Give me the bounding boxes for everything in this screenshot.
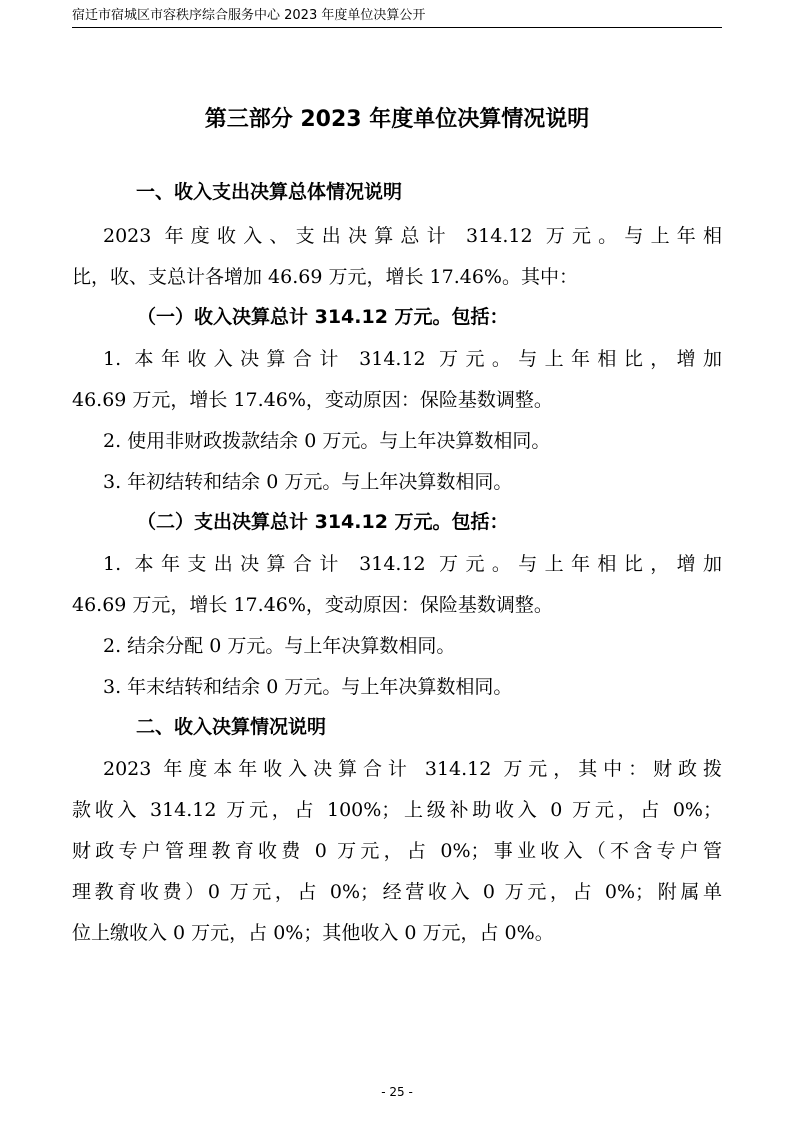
paragraph-line: 2. 结余分配 0 万元。与上年决算数相同。 [103,635,456,657]
paragraph-line: 2. 使用非财政拨款结余 0 万元。与上年决算数相同。 [103,430,551,452]
subheading-expense-total: （二）支出决算总计 314.12 万元。包括： [137,511,509,533]
paragraph-line: 3. 年初结转和结余 0 万元。与上年决算数相同。 [103,471,513,493]
paragraph-line: 46.69 万元，增长 17.46%，变动原因：保险基数调整。 [72,389,553,411]
paragraph-line: 46.69 万元，增长 17.46%，变动原因：保险基数调整。 [72,594,553,616]
header-rule [72,27,722,28]
paragraph-line: 理教育收费）0 万元，占 0%；经营收入 0 万元，占 0%；附属单 [72,881,722,903]
paragraph-line: 2023 年度收入、支出决算总计 314.12 万元。与上年相 [103,225,722,247]
paragraph-line: 1. 本年支出决算合计 314.12 万元。与上年相比，增加 [103,553,722,575]
page-title: 第三部分 2023 年度单位决算情况说明 [204,107,590,132]
paragraph-line: 位上缴收入 0 万元，占 0%；其他收入 0 万元，占 0%。 [72,922,554,944]
section-heading-overview: 一、收入支出决算总体情况说明 [136,181,403,203]
paragraph-line: 3. 年末结转和结余 0 万元。与上年决算数相同。 [103,676,513,698]
running-header: 宿迁市宿城区市容秩序综合服务中心 2023 年度单位决算公开 [72,8,426,23]
paragraph-line: 财政专户管理教育收费 0 万元，占 0%；事业收入（不含专户管 [72,840,722,862]
paragraph-line: 款收入 314.12 万元，占 100%；上级补助收入 0 万元，占 0%； [72,799,722,821]
paragraph-line: 1. 本年收入决算合计 314.12 万元。与上年相比，增加 [103,348,722,370]
page-number: - 25 - [381,1085,413,1099]
subheading-income-total: （一）收入决算总计 314.12 万元。包括： [137,306,509,328]
section-heading-income: 二、收入决算情况说明 [136,716,327,738]
paragraph-line: 比，收、支总计各增加 46.69 万元，增长 17.46%。其中： [72,266,578,288]
paragraph-line: 2023 年度本年收入决算合计 314.12 万元，其中：财政拨 [103,758,722,780]
